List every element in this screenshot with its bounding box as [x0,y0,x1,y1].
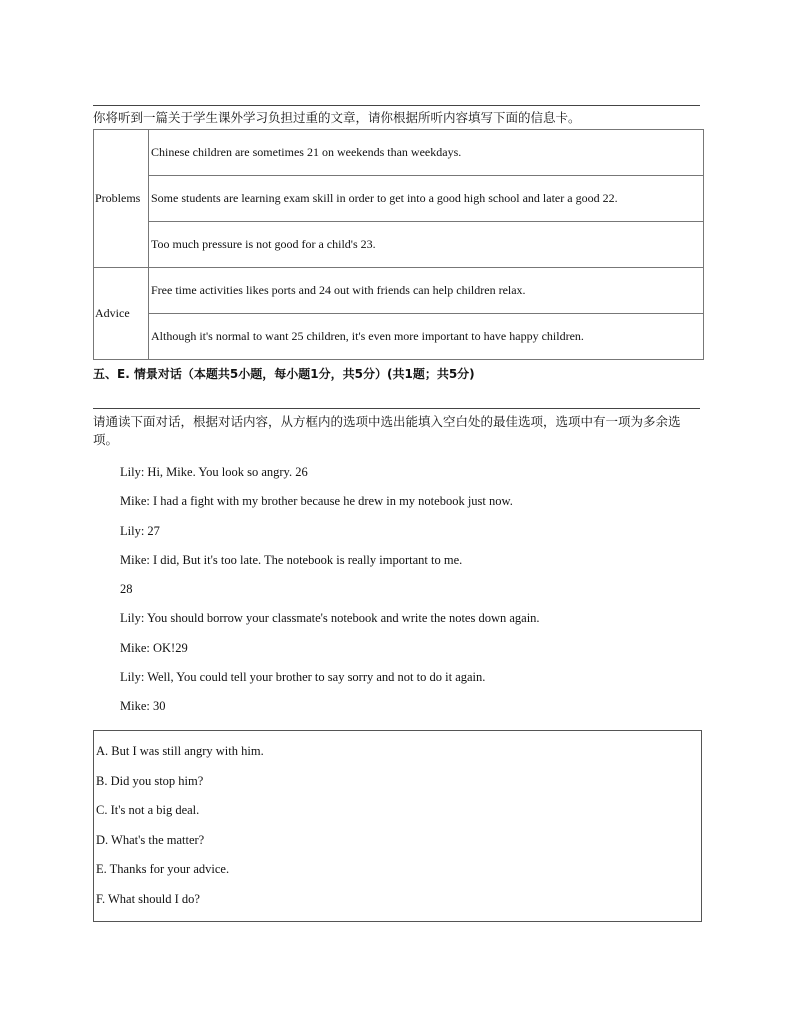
advice-label: Advice [94,268,149,360]
dialogue-line: Lily: Well, You could tell your brother to say sorry and not to do it again. [120,670,486,685]
table-row [94,176,704,222]
table-row [94,314,704,360]
table-row [94,268,704,314]
option-item: B. Did you stop him? [96,773,204,788]
section5-instruction: 请通读下面对话，根据对话内容，从方框内的选项中选出能填入空白处的最佳选项，选项中有一项为多余选项。 [93,414,681,447]
dialogue-line: Lily: You should borrow your classmate's notebook and write the notes down again. [120,611,540,626]
info-card-table [93,129,704,360]
options-box [93,730,702,922]
option-item: F. What should I do? [96,891,200,906]
option-item: C. It's not a big deal. [96,803,200,817]
dialogue-line: Mike: 30 [120,699,166,714]
section5-rule [93,408,700,409]
problem-item: Some students are learning exam skill in order to get into a good high school and later a good 22. [149,176,704,222]
top-rule [93,105,700,106]
section4-instruction: 你将听到一篇关于学生课外学习负担过重的文章，请你根据所听内容填写下面的信息卡。 [93,110,581,125]
section5-heading: 五、E. 情景对话（本题共5小题，每小题1分，共5分）(共1题；共5分) [93,367,475,381]
problem-item: Too much pressure is not good for a child's 23. [149,222,704,268]
problems-label: Problems [94,130,149,268]
option-item: D. What's the matter? [96,832,205,847]
dialogue-line: Mike: I had a fight with my brother because he drew in my notebook just now. [120,494,513,509]
advice-item: Although it's normal to want 25 children, it's even more important to have happy children. [149,314,704,360]
table-row [94,130,704,176]
dialogue-line: Lily: 27 [120,523,160,538]
option-item: A. But I was still angry with him. [96,744,264,758]
dialogue [120,465,540,729]
dialogue-line: Mike: OK!29 [120,640,188,655]
table-row [94,222,704,268]
problem-item: Chinese children are sometimes 21 on weekends than weekdays. [149,130,704,176]
option-item: E. Thanks for your advice. [96,862,230,876]
advice-item: Free time activities likes ports and 24 out with friends can help children relax. [149,268,704,314]
dialogue-line: Mike: I did, But it's too late. The notebook is really important to me. [120,552,463,567]
dialogue-line: Lily: Hi, Mike. You look so angry. 26 [120,465,308,479]
dialogue-line: 28 [120,582,133,597]
